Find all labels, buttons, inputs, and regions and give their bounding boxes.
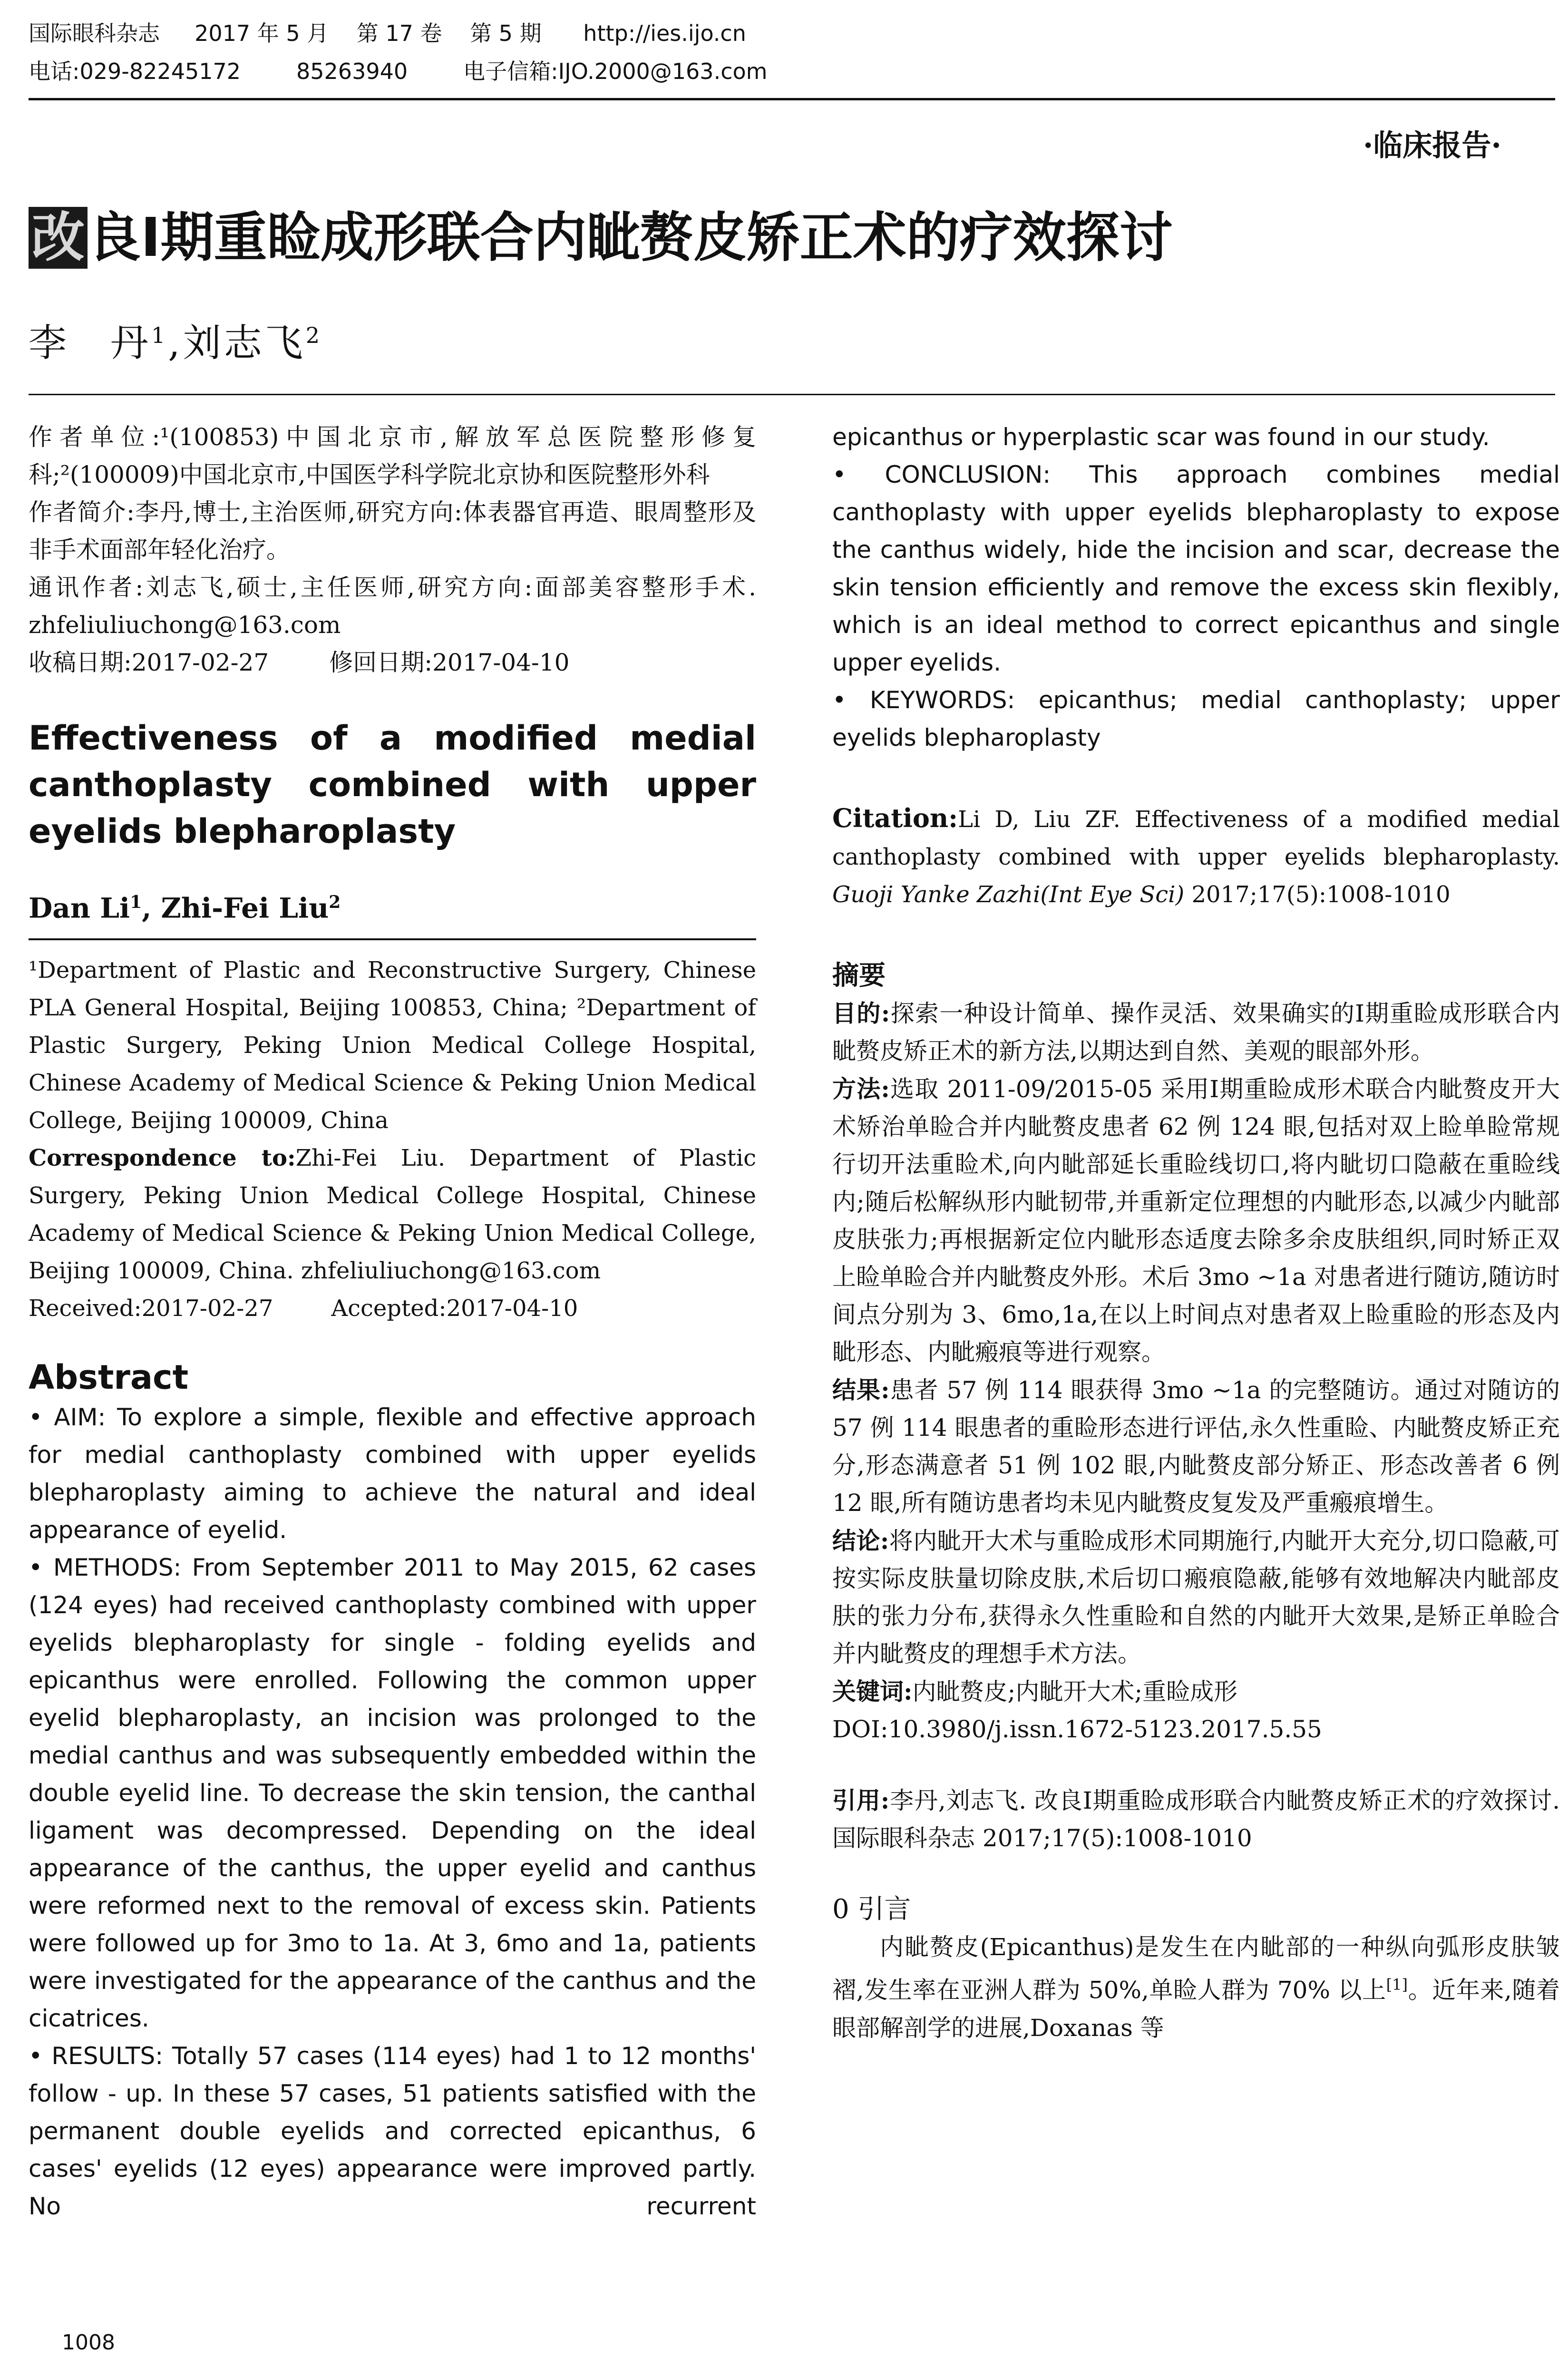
aim-zh-label: 目的: xyxy=(832,999,890,1027)
abstract-zh-aim xyxy=(832,994,1560,1070)
citation-zh-label: 引用: xyxy=(832,1786,890,1814)
results-zh-text: 患者 57 例 114 眼获得 3mo ~1a 的完整随访。通过对随访的 57 例 114 眼患者的重睑形态进行评估,永久性重睑、内眦赘皮矫正充分,形态满意者 51 例 102 眼,内眦赘皮部分矫正、形态改善者 6 例 12 眼,所有随访患者均未见内眦赘皮复发及严重瘢痕增生。 xyxy=(832,1376,1560,1517)
abstract-conclusion: • CONCLUSION: This approach combines medial canthoplasty with upper eyelids blepharoplasty to expose the canthus widely, hide the incision and scar, decrease the skin tension efficiently and remove the excess skin flexibly, which is an ideal method to correct epicanthus and single upper eyelids. xyxy=(832,461,1560,676)
keywords-zh-label: 关键词: xyxy=(832,1677,913,1705)
methods-zh-label: 方法: xyxy=(832,1075,890,1103)
journal-header-line2: 电话:029-82245172 85263940 电子信箱:IJO.2000@163.com xyxy=(29,58,768,84)
methods-zh-text: 选取 2011-09/2015-05 采用Ⅰ期重睑成形术联合内眦赘皮开大术矫治单睑合并内眦赘皮患者 62 例 124 眼,包括对双上睑单睑常规行切开法重睑术,向内眦部延长重睑线切口,将内眦切口隐蔽在重睑线内;随后松解纵形内眦韧带,并重新定位理想的内眦形态,以减少内眦部皮肤张力;再根据新定位内眦形态适度去除多余皮肤组织,同时矫正双上睑单睑合并内眦赘皮外形。术后 3mo ~1a 对患者进行随访,随访时间点分别为 3、6mo,1a,在以上时间点对患者双上睑重睑的形态及内眦形态、内眦瘢痕等进行观察。 xyxy=(832,1075,1560,1366)
abstract-zh-keywords xyxy=(832,1673,1560,1711)
english-title xyxy=(29,715,756,855)
intro-tail: 。近年来,随着眼部解剖学的进展,Doxanas 等 xyxy=(832,1976,1560,2042)
abstract-zh-conclusion xyxy=(832,1522,1560,1673)
english-title-line1: Effectiveness of a modified medial xyxy=(29,719,756,758)
affiliation-zh: 作者单位:¹(100853)中国北京市,解放军总医院整形修复科;²(100009)中国北京市,中国医学科学院北京协和医院整形外科 xyxy=(29,423,756,488)
aim-zh-text: 探索一种设计简单、操作灵活、效果确实的Ⅰ期重睑成形联合内眦赘皮矫正术的新方法,以期达到自然、美观的眼部外形。 xyxy=(832,1000,1560,1065)
left-column xyxy=(29,419,756,2225)
abstract-results-cont: epicanthus or hyperplastic scar was found in our study. xyxy=(832,423,1490,451)
english-title-line2: canthoplasty combined with upper xyxy=(29,765,756,804)
conclusion-zh-text: 将内眦开大术与重睑成形术同期施行,内眦开大充分,切口隐蔽,可按实际皮肤量切除皮肤,术后切口瘢痕隐蔽,能够有效地解决内眦部皮肤的张力分布,获得永久性重睑和自然的内眦开大效果,是矫正单睑合并内眦赘皮的理想手术方法。 xyxy=(832,1527,1560,1667)
citation-journal: Guoji Yanke Zazhi(Int Eye Sci) xyxy=(832,881,1185,908)
english-title-line3: eyelids blepharoplasty xyxy=(29,812,456,851)
citation-tail: 2017;17(5):1008-1010 xyxy=(1191,881,1451,908)
author-en-1-sup: 1 xyxy=(130,892,142,912)
affiliation-en: ¹Department of Plastic and Reconstructive Surgery, Chinese PLA General Hospital, Beijing 100853, China; ²Department of Plastic Surgery, Peking Union Medical College Hospital, Chinese Academy of Medical Science & Peking Union Medical College, Beijing 100009, China xyxy=(29,957,756,1134)
authors-en xyxy=(29,883,756,927)
author-2-sup: 2 xyxy=(305,322,322,348)
abstract-zh-heading: 摘要 xyxy=(832,960,886,991)
author-en-2-sup: 2 xyxy=(329,892,341,912)
author-en-2: Zhi-Fei Liu xyxy=(161,892,329,925)
correspondence-zh: 通讯作者:刘志飞,硕士,主任医师,研究方向:面部美容整形手术. zhfeliuliuchong@163.com xyxy=(29,574,756,639)
right-column xyxy=(832,419,1560,2047)
author-2: 刘志飞 xyxy=(183,321,306,365)
abstract-zh-methods xyxy=(832,1070,1560,1371)
authors-zh xyxy=(29,309,322,370)
intro-paragraph xyxy=(832,1929,1560,2047)
abstract-methods: • METHODS: From September 2011 to May 2015, 62 cases (124 eyes) had received canthoplasty combined with upper eyelids blepharoplasty for single - folding eyelids and epicanthus were enrolled. Following the common upper eyelid blepharoplasty, an incision was prolonged to the medial canthus and was subsequently embedded within the double eyelid line. To decrease the skin tension, the canthal ligament was decompressed. Depending on the ideal appearance of the canthus, the upper eyelid and canthus were reformed next to the removal of excess skin. Patients were followed up for 3mo to 1a. At 3, 6mo and 1a, patients were investigated for the appearance of the canthus and the cicatrices. xyxy=(29,1554,756,2033)
citation-zh xyxy=(832,1782,1560,1857)
intro-ref: [1] xyxy=(1386,1976,1408,1994)
author-en-sep: , xyxy=(142,892,161,925)
journal-header-line1: 国际眼科杂志 2017 年 5 月 第 17 卷 第 5 期 http://ies.ijo.cn xyxy=(29,20,746,46)
keywords-zh-text: 内眦赘皮;内眦开大术;重睑成形 xyxy=(912,1678,1238,1705)
author-en-1: Dan Li xyxy=(29,892,130,925)
abstract-aim: • AIM: To explore a simple, flexible and effective approach for medial canthoplasty combined with upper eyelids blepharoplasty aiming to achieve the natural and ideal appearance of eyelid. xyxy=(29,1403,756,1544)
correspondence-en xyxy=(29,1140,756,1290)
title-rest: 良Ⅰ期重睑成形联合内眦赘皮矫正术的疗效探讨 xyxy=(88,207,1173,269)
conclusion-zh-label: 结论: xyxy=(832,1527,889,1555)
bio-zh: 作者简介:李丹,博士,主治医师,研究方向:体表器官再造、眼周整形及非手术面部年轻化治疗。 xyxy=(29,498,756,564)
dates-en: Received:2017-02-27 Accepted:2017-04-10 xyxy=(29,1295,578,1322)
abstract-zh-results xyxy=(832,1371,1560,1522)
author-sep: , xyxy=(168,321,183,365)
doi: DOI:10.3980/j.issn.1672-5123.2017.5.55 xyxy=(832,1715,1322,1743)
author-1-sup: 1 xyxy=(151,322,168,348)
citation-text: Li D, Liu ZF. Effectiveness of a modified medial canthoplasty combined with upper eyelids blepharoplasty. xyxy=(832,806,1560,870)
title-first-char: 改 xyxy=(29,207,88,269)
correspondence-label: Correspondence to: xyxy=(29,1145,296,1172)
dates-zh: 收稿日期:2017-02-27 修回日期:2017-04-10 xyxy=(29,649,570,676)
author-1: 李 丹 xyxy=(29,321,151,365)
page-number: 1008 xyxy=(62,2330,115,2355)
section-label: ·临床报告· xyxy=(1363,128,1501,163)
article-title xyxy=(29,205,1173,271)
citation-zh-text: 李丹,刘志飞. 改良Ⅰ期重睑成形联合内眦赘皮矫正术的疗效探讨. 国际眼科杂志 2017;17(5):1008-1010 xyxy=(832,1787,1560,1852)
results-zh-label: 结果: xyxy=(832,1376,890,1404)
citation-en xyxy=(832,799,1560,914)
header-rule xyxy=(29,98,1555,100)
title-rule xyxy=(29,394,1555,395)
abstract-heading: Abstract xyxy=(29,1358,189,1397)
abstract-keywords: • KEYWORDS: epicanthus; medial canthoplasty; upper eyelids blepharoplasty xyxy=(832,686,1560,751)
intro-heading: 0 引言 xyxy=(832,1894,911,1925)
intro-text: 内眦赘皮(Epicanthus)是发生在内眦部的一种纵向弧形皮肤皱褶,发生率在亚洲人群为 50%,单睑人群为 70% 以上 xyxy=(832,1933,1560,2004)
abstract-results: • RESULTS: Totally 57 cases (114 eyes) had 1 to 12 months' follow - up. In these 57 cases, 51 patients satisfied with the permanent double eyelids and corrected epicanthus, 6 cases' eyelids (12 eyes) appearance were improved partly. No recurrent xyxy=(29,2042,756,2221)
correspondence-text: Zhi-Fei Liu. Department of Plastic Surgery, Peking Union Medical College Hospital, Chinese Academy of Medical Science & Peking Union Medical College, Beijing 100009, China. zhfeliuliuchong@163.com xyxy=(29,1145,756,1285)
citation-label: Citation: xyxy=(832,803,958,833)
